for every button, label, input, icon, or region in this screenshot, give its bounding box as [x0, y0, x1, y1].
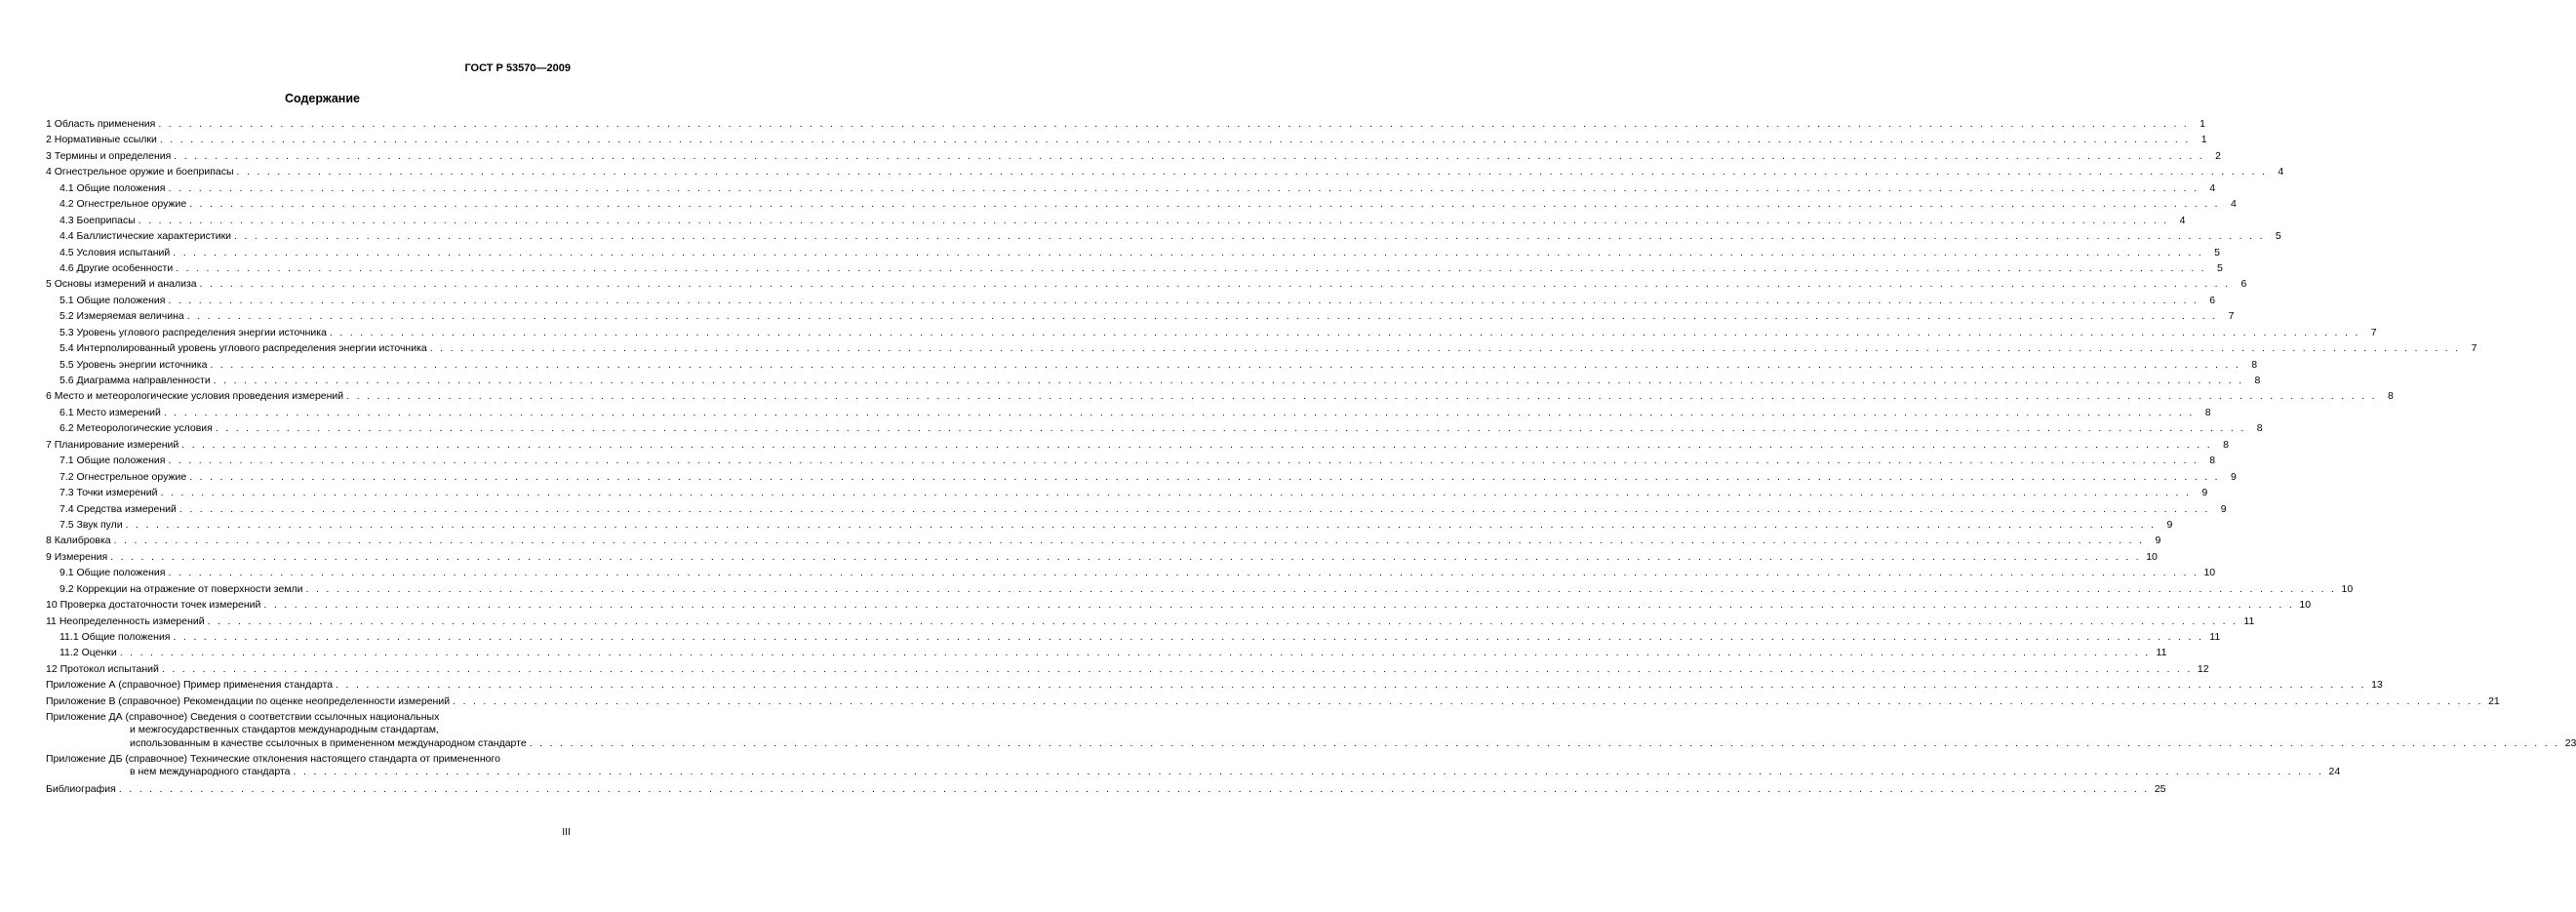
toc-entry-page: 1 — [2200, 134, 2207, 146]
toc-entry-page: 8 — [2223, 438, 2229, 451]
toc-entry[interactable] — [46, 581, 2354, 597]
toc-leader-dots: . . . . . . . . . . . . . . . . . . . . . . . . . . . . . . . . . . . . . . . . . . . . . . . . . . . . . . . . . . . . . . . . . . . . . . . . . . . . . . . . . . . . . . . . . . . . . . . . . . . . . . . . . . . . . . . . . . . . . . . . . . . . . . . . . . . . . . . . . . . . . . . . . . . . . . . . . . . . . . . . . . . . . . . . . . . . . . . . . . . . . . . . . . . . . . . . . . . . . . . . — [181, 438, 2212, 451]
toc-entry-title: 6.1 Место измерений — [59, 406, 161, 418]
toc-entry[interactable] — [46, 325, 2377, 340]
toc-entry-title: 7.3 Точки измерений — [59, 487, 158, 499]
toc-leader-dots: . . . . . . . . . . . . . . . . . . . . . . . . . . . . . . . . . . . . . . . . . . . . . . . . . . . . . . . . . . . . . . . . . . . . . . . . . . . . . . . . . . . . . . . . . . . . . . . . . . . . . . . . . . . . . . . . . . . . . . . . . . . . . . . . . . . . . . . . . . . . . . . . . . . . . . . . . . . . . . . . . . . . . . . . . . . . . . . . . . . . . . . . . . . . . . . . . . . . . . . . — [163, 406, 2195, 418]
toc-entry[interactable] — [46, 533, 2161, 548]
toc-entry-page: 1 — [2200, 118, 2206, 130]
toc-entry[interactable] — [46, 245, 2220, 260]
toc-entry-page: 8 — [2254, 375, 2261, 386]
toc-entry-page: 11 — [2243, 615, 2255, 627]
toc-leader-dots: . . . . . . . . . . . . . . . . . . . . . . . . . . . . . . . . . . . . . . . . . . . . . . . . . . . . . . . . . . . . . . . . . . . . . . . . . . . . . . . . . . . . . . . . . . . . . . . . . . . . . . . . . . . . . . . . . . . . . . . . . . . . . . . . . . . . . . . . . . . . . . . . . . . . . . . . . . . . . . . . . . . . . . . . . . . . . . . . . . . . . . . . . . . . . . . . . . . . . . . . — [263, 599, 2295, 612]
toc-entry[interactable] — [46, 293, 2216, 308]
toc-leader-dots: . . . . . . . . . . . . . . . . . . . . . . . . . . . . . . . . . . . . . . . . . . . . . . . . . . . . . . . . . . . . . . . . . . . . . . . . . . . . . . . . . . . . . . . . . . . . . . . . . . . . . . . . . . . . . . . . . . . . . . . . . . . . . . . . . . . . . . . . . . . . . . . . . . . . . . . . . . . . . . . . . . . . . . . . . . . . . . . . . . . . . . . . . . . . . . . . . . . . . . . . — [158, 118, 2190, 130]
toc-entry[interactable] — [46, 196, 2237, 212]
toc-leader-dots: . . . . . . . . . . . . . . . . . . . . . . . . . . . . . . . . . . . . . . . . . . . . . . . . . . . . . . . . . . . . . . . . . . . . . . . . . . . . . . . . . . . . . . . . . . . . . . . . . . . . . . . . . . . . . . . . . . . . . . . . . . . . . . . . . . . . . . . . . . . . . . . . . . . . . . . . . . . . . . . . . . . . . . . . . . . . . . . . . . . . . . . . . . . . . . . . . . . . . . . . — [189, 470, 2220, 483]
toc-leader-dots: . . . . . . . . . . . . . . . . . . . . . . . . . . . . . . . . . . . . . . . . . . . . . . . . . . . . . . . . . . . . . . . . . . . . . . . . . . . . . . . . . . . . . . . . . . . . . . . . . . . . . . . . . . . . . . . . . . . . . . . . . . . . . . . . . . . . . . . . . . . . . . . . . . . . . . . . . . . . . . . . . . . . . . . . . . . . . . . . . . . . . . . . . . . . . . . . . . . . . . . . — [210, 358, 2241, 371]
toc-entry-title: 4.4 Баллистические характеристики — [59, 230, 232, 243]
toc-leader-dots: . . . . . . . . . . . . . . . . . . . . . . . . . . . . . . . . . . . . . . . . . . . . . . . . . . . . . . . . . . . . . . . . . . . . . . . . . . . . . . . . . . . . . . . . . . . . . . . . . . . . . . . . . . . . . . . . . . . . . . . . . . . . . . . . . . . . . . . . . . . . . . . . . . . . . . . . . . . . . . . . . . . . . . . . . . . . . . . . . . . . . . . . . . . . . . . . . . . . . . . . — [168, 181, 2200, 194]
toc-entry-title: 9 Измерения — [46, 550, 108, 563]
toc-entry-title: 5.6 Диаграмма направленности — [59, 375, 211, 386]
toc-entry-page: 6 — [2240, 278, 2247, 291]
toc-entry[interactable] — [46, 276, 2247, 292]
toc-leader-dots: . . . . . . . . . . . . . . . . . . . . . . . . . . . . . . . . . . . . . . . . . . . . . . . . . . . . . . . . . . . . . . . . . . . . . . . . . . . . . . . . . . . . . . . . . . . . . . . . . . . . . . . . . . . . . . . . . . . . . . . . . . . . . . . . . . . . . . . . . . . . . . . . . . . . . . . . . . . . . . . . . . . . . . . . . . . . . . . . . . . . . . . . . . . . . . . . . . . . . . . . — [168, 567, 2200, 579]
toc-entry[interactable] — [46, 180, 2216, 196]
toc-entry-page: 8 — [2256, 422, 2263, 435]
toc-entry-title: 4.5 Условия испытаний — [59, 246, 171, 258]
toc-entry-title: 7.5 Звук пули — [59, 518, 123, 531]
toc-entry-page: 12 — [2197, 662, 2209, 675]
toc-leader-dots: . . . . . . . . . . . . . . . . . . . . . . . . . . . . . . . . . . . . . . . . . . . . . . . . . . . . . . . . . . . . . . . . . . . . . . . . . . . . . . . . . . . . . . . . . . . . . . . . . . . . . . . . . . . . . . . . . . . . . . . . . . . . . . . . . . . . . . . . . . . . . . . . . . . . . . . . . . . . . . . . . . . . . . . . . . . . . . . . . . . . . . . . . . . . . . . . . . . . . . . . — [305, 582, 2337, 595]
toc-entry[interactable] — [46, 549, 2158, 565]
page-title: Содержание — [284, 92, 360, 105]
toc-leader-dots: . . . . . . . . . . . . . . . . . . . . . . . . . . . . . . . . . . . . . . . . . . . . . . . . . . . . . . . . . . . . . . . . . . . . . . . . . . . . . . . . . . . . . . . . . . . . . . . . . . . . . . . . . . . . . . . . . . . . . . . . . . . . . . . . . . . . . . . . . . . . . . . . . . . . . . . . . . . . . . . . . . . . . . . . . . . . . . . . . . . . . . . . . . . . . . . . . . . . . . . . — [529, 736, 2560, 749]
toc-entry[interactable] — [46, 501, 2227, 517]
toc-entry[interactable] — [46, 485, 2208, 500]
toc-entry[interactable] — [46, 420, 2263, 436]
toc-entry-title: 4.6 Другие особенности — [59, 261, 174, 274]
toc-entry-page: 10 — [2203, 567, 2216, 579]
toc-leader-dots: . . . . . . . . . . . . . . . . . . . . . . . . . . . . . . . . . . . . . . . . . . . . . . . . . . . . . . . . . . . . . . . . . . . . . . . . . . . . . . . . . . . . . . . . . . . . . . . . . . . . . . . . . . . . . . . . . . . . . . . . . . . . . . . . . . . . . . . . . . . . . . . . . . . . . . . . . . . . . . . . . . . . . . . . . . . . . . . . . . . . . . . . . . . . . . . . . . . . . . . . — [293, 766, 2324, 777]
toc-entry[interactable] — [46, 340, 2477, 356]
toc-entry-page: 7 — [2471, 342, 2477, 355]
toc-entry-page: 4 — [2179, 214, 2186, 226]
toc-entry[interactable] — [46, 781, 2166, 797]
toc-entry-title: 9.1 Общие положения — [59, 567, 166, 579]
toc-entry-title: 4.1 Общие положения — [59, 181, 166, 194]
toc-entry-title: 5.5 Уровень энергии источника — [59, 358, 208, 371]
toc-entry[interactable] — [46, 228, 2281, 244]
toc-entry-page: 8 — [2209, 455, 2216, 467]
toc-entry-annex[interactable] — [46, 752, 2341, 778]
toc-leader-dots: . . . . . . . . . . . . . . . . . . . . . . . . . . . . . . . . . . . . . . . . . . . . . . . . . . . . . . . . . . . . . . . . . . . . . . . . . . . . . . . . . . . . . . . . . . . . . . . . . . . . . . . . . . . . . . . . . . . . . . . . . . . . . . . . . . . . . . . . . . . . . . . . . . . . . . . . . . . . . . . . . . . . . . . . . . . . . . . . . . . . . . . . . . . . . . . . . . . . . . . . — [125, 518, 2157, 531]
toc-entry[interactable] — [46, 373, 2261, 388]
toc-entry[interactable] — [46, 565, 2216, 580]
toc-entry-title: 5.4 Интерполированный уровень углового распределения энергии источника — [59, 342, 427, 355]
toc-entry[interactable] — [46, 260, 2223, 276]
toc-entry-title: 5.3 Уровень углового распределения энергии источника — [59, 326, 327, 338]
toc-entry-title: 4.2 Огнестрельное оружие — [59, 198, 187, 211]
toc-leader-dots: . . . . . . . . . . . . . . . . . . . . . . . . . . . . . . . . . . . . . . . . . . . . . . . . . . . . . . . . . . . . . . . . . . . . . . . . . . . . . . . . . . . . . . . . . . . . . . . . . . . . . . . . . . . . . . . . . . . . . . . . . . . . . . . . . . . . . . . . . . . . . . . . . . . . . . . . . . . . . . . . . . . . . . . . . . . . . . . . . . . . . . . . . . . . . . . . . . . . . . . . — [215, 422, 2246, 435]
toc-entry[interactable] — [46, 132, 2207, 147]
toc-leader-dots: . . . . . . . . . . . . . . . . . . . . . . . . . . . . . . . . . . . . . . . . . . . . . . . . . . . . . . . . . . . . . . . . . . . . . . . . . . . . . . . . . . . . . . . . . . . . . . . . . . . . . . . . . . . . . . . . . . . . . . . . . . . . . . . . . . . . . . . . . . . . . . . . . . . . . . . . . . . . . . . . . . . . . . . . . . . . . . . . . . . . . . . . . . . . . . . . . . . . . . . . — [113, 535, 2145, 547]
toc-entry-page: 21 — [2488, 694, 2500, 707]
toc-entry-title: 5.2 Измеряемая величина — [59, 310, 184, 323]
toc-entry-title: 7 Планирование измерений — [46, 438, 179, 451]
toc-entry-title: 3 Термины и определения — [46, 149, 172, 162]
toc-entry-title: 5.1 Общие положения — [59, 294, 166, 306]
toc-entry-title: 6 Место и метеорологические условия проведения измерений — [46, 390, 344, 403]
toc-entry-page: 23 — [2564, 736, 2576, 749]
toc-entry[interactable] — [46, 677, 2383, 693]
toc-entry-page: 6 — [2209, 294, 2216, 306]
toc-entry-page: 5 — [2214, 246, 2220, 258]
toc-entry-page: 10 — [2299, 599, 2312, 612]
toc-entry-title: 11.2 Оценки — [59, 647, 117, 659]
toc-leader-dots: . . . . . . . . . . . . . . . . . . . . . . . . . . . . . . . . . . . . . . . . . . . . . . . . . . . . . . . . . . . . . . . . . . . . . . . . . . . . . . . . . . . . . . . . . . . . . . . . . . . . . . . . . . . . . . . . . . . . . . . . . . . . . . . . . . . . . . . . . . . . . . . . . . . . . . . . . . . . . . . . . . . . . . . . . . . . . . . . . . . . . . . . . . . . . . . . . . . . . . . . — [189, 198, 2220, 211]
toc-leader-dots: . . . . . . . . . . . . . . . . . . . . . . . . . . . . . . . . . . . . . . . . . . . . . . . . . . . . . . . . . . . . . . . . . . . . . . . . . . . . . . . . . . . . . . . . . . . . . . . . . . . . . . . . . . . . . . . . . . . . . . . . . . . . . . . . . . . . . . . . . . . . . . . . . . . . . . . . . . . . . . . . . . . . . . . . . . . . . . . . . . . . . . . . . . . . . . . . . . . . . . . . — [329, 326, 2360, 338]
toc-leader-dots: . . . . . . . . . . . . . . . . . . . . . . . . . . . . . . . . . . . . . . . . . . . . . . . . . . . . . . . . . . . . . . . . . . . . . . . . . . . . . . . . . . . . . . . . . . . . . . . . . . . . . . . . . . . . . . . . . . . . . . . . . . . . . . . . . . . . . . . . . . . . . . . . . . . . . . . . . . . . . . . . . . . . . . . . . . . . . . . . . . . . . . . . . . . . . . . . . . . . . . . . — [336, 679, 2366, 692]
toc-entry[interactable] — [46, 388, 2394, 404]
toc-entry[interactable] — [46, 517, 2173, 533]
toc-entry-page: 4 — [2231, 198, 2237, 211]
toc-entry-title: 1 Область применения — [46, 118, 156, 130]
toc-entry[interactable] — [46, 164, 2284, 179]
toc-entry-title: 9.2 Коррекции на отражение от поверхности земли — [59, 582, 303, 595]
page-number: III — [562, 826, 571, 838]
toc-entry-title: 11.1 Общие положения — [59, 631, 171, 643]
toc-entry-page: 10 — [2146, 550, 2158, 563]
toc-entry-title: 6.2 Метеорологические условия — [59, 422, 213, 435]
toc-leader-dots: . . . . . . . . . . . . . . . . . . . . . . . . . . . . . . . . . . . . . . . . . . . . . . . . . . . . . . . . . . . . . . . . . . . . . . . . . . . . . . . . . . . . . . . . . . . . . . . . . . . . . . . . . . . . . . . . . . . . . . . . . . . . . . . . . . . . . . . . . . . . . . . . . . . . . . . . . . . . . . . . . . . . . . . . . . . . . . . . . . . . . . . . . . . . . . . . . . . . . . . . — [110, 550, 2141, 563]
toc-entry-page: 2 — [2215, 149, 2221, 162]
toc-entry-page: 8 — [2251, 358, 2258, 371]
toc-leader-dots: . . . . . . . . . . . . . . . . . . . . . . . . . . . . . . . . . . . . . . . . . . . . . . . . . . . . . . . . . . . . . . . . . . . . . . . . . . . . . . . . . . . . . . . . . . . . . . . . . . . . . . . . . . . . . . . . . . . . . . . . . . . . . . . . . . . . . . . . . . . . . . . . . . . . . . . . . . . . . . . . . . . . . . . . . . . . . . . . . . . . . . . . . . . . . . . . . . . . . . . . — [207, 615, 2239, 627]
toc-entry[interactable] — [46, 694, 2500, 709]
toc-entry-title-continued: использованным в качестве ссылочных в примененном международном стандарте — [130, 736, 527, 749]
toc-entry-page: 9 — [2201, 487, 2208, 499]
toc-entry[interactable] — [46, 645, 2167, 660]
toc-entry-title: 12 Протокол испытаний — [46, 662, 159, 675]
toc-entry-page: 9 — [2231, 470, 2237, 483]
toc-entry-title: Приложение ДБ (справочное) Технические отклонения настоящего стандарта от примененного — [46, 752, 500, 765]
toc-entry[interactable] — [46, 614, 2255, 629]
toc-entry-page: 9 — [2166, 518, 2173, 531]
toc-entry-page: 5 — [2275, 230, 2281, 243]
toc-entry-title: 4.3 Боеприпасы — [59, 214, 136, 226]
toc-leader-dots: . . . . . . . . . . . . . . . . . . . . . . . . . . . . . . . . . . . . . . . . . . . . . . . . . . . . . . . . . . . . . . . . . . . . . . . . . . . . . . . . . . . . . . . . . . . . . . . . . . . . . . . . . . . . . . . . . . . . . . . . . . . . . . . . . . . . . . . . . . . . . . . . . . . . . . . . . . . . . . . . . . . . . . . . . . . . . . . . . . . . . . . . . . . . . . . . . . . . . . . . — [118, 783, 2150, 796]
toc-entry-title: 2 Нормативные ссылки — [46, 134, 157, 146]
toc-entry[interactable] — [46, 661, 2209, 677]
toc-entry-title: 10 Проверка достаточности точек измерений — [46, 599, 261, 612]
toc-entry[interactable] — [46, 469, 2237, 485]
toc-entry-page: 13 — [2371, 679, 2383, 692]
toc-entry-page: 7 — [2228, 310, 2235, 323]
toc-entry[interactable] — [46, 357, 2258, 373]
toc-leader-dots: . . . . . . . . . . . . . . . . . . . . . . . . . . . . . . . . . . . . . . . . . . . . . . . . . . . . . . . . . . . . . . . . . . . . . . . . . . . . . . . . . . . . . . . . . . . . . . . . . . . . . . . . . . . . . . . . . . . . . . . . . . . . . . . . . . . . . . . . . . . . . . . . . . . . . . . . . . . . . . . . . . . . . . . . . . . . . . . . . . . . . . . . . . . . . . . . . . . . . . . . — [176, 261, 2206, 274]
toc-leader-dots: . . . . . . . . . . . . . . . . . . . . . . . . . . . . . . . . . . . . . . . . . . . . . . . . . . . . . . . . . . . . . . . . . . . . . . . . . . . . . . . . . . . . . . . . . . . . . . . . . . . . . . . . . . . . . . . . . . . . . . . . . . . . . . . . . . . . . . . . . . . . . . . . . . . . . . . . . . . . . . . . . . . . . . . . . . . . . . . . . . . . . . . . . . . . . . . . . . . . . . . . — [161, 662, 2193, 675]
toc-entry-title: 4 Огнестрельное оружие и боеприпасы — [46, 166, 234, 178]
toc-leader-dots: . . . . . . . . . . . . . . . . . . . . . . . . . . . . . . . . . . . . . . . . . . . . . . . . . . . . . . . . . . . . . . . . . . . . . . . . . . . . . . . . . . . . . . . . . . . . . . . . . . . . . . . . . . . . . . . . . . . . . . . . . . . . . . . . . . . . . . . . . . . . . . . . . . . . . . . . . . . . . . . . . . . . . . . . . . . . . . . . . . . . . . . . . . . . . . . . . . . . . . . . — [168, 455, 2200, 467]
toc-leader-dots: . . . . . . . . . . . . . . . . . . . . . . . . . . . . . . . . . . . . . . . . . . . . . . . . . . . . . . . . . . . . . . . . . . . . . . . . . . . . . . . . . . . . . . . . . . . . . . . . . . . . . . . . . . . . . . . . . . . . . . . . . . . . . . . . . . . . . . . . . . . . . . . . . . . . . . . . . . . . . . . . . . . . . . . . . . . . . . . . . . . . . . . . . . . . . . . . . . . . . . . . — [119, 647, 2151, 659]
toc-entry-title: 7.4 Средства измерений — [59, 502, 177, 515]
toc-leader-dots: . . . . . . . . . . . . . . . . . . . . . . . . . . . . . . . . . . . . . . . . . . . . . . . . . . . . . . . . . . . . . . . . . . . . . . . . . . . . . . . . . . . . . . . . . . . . . . . . . . . . . . . . . . . . . . . . . . . . . . . . . . . . . . . . . . . . . . . . . . . . . . . . . . . . . . . . . . . . . . . . . . . . . . . . . . . . . . . . . . . . . . . . . . . . . . . . . . . . . . . . — [453, 694, 2483, 707]
toc-entry-title: Приложение ДА (справочное) Сведения о соответствии ссылочных национальных — [46, 711, 440, 724]
toc-leader-dots: . . . . . . . . . . . . . . . . . . . . . . . . . . . . . . . . . . . . . . . . . . . . . . . . . . . . . . . . . . . . . . . . . . . . . . . . . . . . . . . . . . . . . . . . . . . . . . . . . . . . . . . . . . . . . . . . . . . . . . . . . . . . . . . . . . . . . . . . . . . . . . . . . . . . . . . . . . . . . . . . . . . . . . . . . . . . . . . . . . . . . . . . . . . . . . . . . . . . . . . . — [429, 342, 2461, 355]
toc-leader-dots: . . . . . . . . . . . . . . . . . . . . . . . . . . . . . . . . . . . . . . . . . . . . . . . . . . . . . . . . . . . . . . . . . . . . . . . . . . . . . . . . . . . . . . . . . . . . . . . . . . . . . . . . . . . . . . . . . . . . . . . . . . . . . . . . . . . . . . . . . . . . . . . . . . . . . . . . . . . . . . . . . . . . . . . . . . . . . . . . . . . . . . . . . . . . . . . . . . . . . . . . — [234, 230, 2265, 243]
toc-entry[interactable] — [46, 116, 2206, 132]
toc-entry-title: 8 Калибровка — [46, 535, 111, 547]
toc-entry[interactable] — [46, 453, 2216, 468]
toc-entry-page: 8 — [2204, 406, 2211, 418]
toc-entry[interactable] — [46, 213, 2186, 228]
toc-entry-title: 11 Неопределенность измерений — [46, 615, 205, 627]
toc-leader-dots: . . . . . . . . . . . . . . . . . . . . . . . . . . . . . . . . . . . . . . . . . . . . . . . . . . . . . . . . . . . . . . . . . . . . . . . . . . . . . . . . . . . . . . . . . . . . . . . . . . . . . . . . . . . . . . . . . . . . . . . . . . . . . . . . . . . . . . . . . . . . . . . . . . . . . . . . . . . . . . . . . . . . . . . . . . . . . . . . . . . . . . . . . . . . . . . . . . . . . . . . — [173, 631, 2204, 643]
toc-entry-page: 4 — [2278, 166, 2284, 178]
toc-entry-page: 7 — [2370, 326, 2377, 338]
toc-leader-dots: . . . . . . . . . . . . . . . . . . . . . . . . . . . . . . . . . . . . . . . . . . . . . . . . . . . . . . . . . . . . . . . . . . . . . . . . . . . . . . . . . . . . . . . . . . . . . . . . . . . . . . . . . . . . . . . . . . . . . . . . . . . . . . . . . . . . . . . . . . . . . . . . . . . . . . . . . . . . . . . . . . . . . . . . . . . . . . . . . . . . . . . . . . . . . . . . . . . . . . . . — [186, 310, 2218, 323]
toc-entry-page: 4 — [2209, 181, 2216, 194]
toc-entry-page: 10 — [2341, 582, 2354, 595]
toc-leader-dots: . . . . . . . . . . . . . . . . . . . . . . . . . . . . . . . . . . . . . . . . . . . . . . . . . . . . . . . . . . . . . . . . . . . . . . . . . . . . . . . . . . . . . . . . . . . . . . . . . . . . . . . . . . . . . . . . . . . . . . . . . . . . . . . . . . . . . . . . . . . . . . . . . . . . . . . . . . . . . . . . . . . . . . . . . . . . . . . . . . . . . . . . . . . . . . . . . . . . . . . . — [168, 294, 2200, 306]
toc-entry-page: 9 — [2155, 535, 2161, 547]
toc-entry-page: 25 — [2154, 783, 2166, 796]
table-of-contents — [46, 116, 2576, 798]
toc-entry[interactable] — [46, 308, 2235, 324]
toc-entry-page: 8 — [2388, 390, 2394, 403]
toc-leader-dots: . . . . . . . . . . . . . . . . . . . . . . . . . . . . . . . . . . . . . . . . . . . . . . . . . . . . . . . . . . . . . . . . . . . . . . . . . . . . . . . . . . . . . . . . . . . . . . . . . . . . . . . . . . . . . . . . . . . . . . . . . . . . . . . . . . . . . . . . . . . . . . . . . . . . . . . . . . . . . . . . . . . . . . . . . . . . . . . . . . . . . . . . . . . . . . . . . . . . . . . . — [178, 502, 2210, 515]
toc-entry-page: 24 — [2328, 766, 2341, 777]
toc-entry-title: 5 Основы измерений и анализа — [46, 278, 197, 291]
toc-leader-dots: . . . . . . . . . . . . . . . . . . . . . . . . . . . . . . . . . . . . . . . . . . . . . . . . . . . . . . . . . . . . . . . . . . . . . . . . . . . . . . . . . . . . . . . . . . . . . . . . . . . . . . . . . . . . . . . . . . . . . . . . . . . . . . . . . . . . . . . . . . . . . . . . . . . . . . . . . . . . . . . . . . . . . . . . . . . . . . . . . . . . . . . . . . . . . . . . . . . . . . . . — [173, 246, 2203, 258]
document-number: ГОСТ Р 53570—2009 — [464, 62, 571, 74]
toc-entry[interactable] — [46, 629, 2221, 645]
toc-entry-page: 5 — [2217, 261, 2223, 274]
toc-entry-title: 7.2 Огнестрельное оружие — [59, 470, 187, 483]
toc-leader-dots: . . . . . . . . . . . . . . . . . . . . . . . . . . . . . . . . . . . . . . . . . . . . . . . . . . . . . . . . . . . . . . . . . . . . . . . . . . . . . . . . . . . . . . . . . . . . . . . . . . . . . . . . . . . . . . . . . . . . . . . . . . . . . . . . . . . . . . . . . . . . . . . . . . . . . . . . . . . . . . . . . . . . . . . . . . . . . . . . . . . . . . . . . . . . . . . . . . . . . . . . — [346, 390, 2377, 403]
toc-leader-dots: . . . . . . . . . . . . . . . . . . . . . . . . . . . . . . . . . . . . . . . . . . . . . . . . . . . . . . . . . . . . . . . . . . . . . . . . . . . . . . . . . . . . . . . . . . . . . . . . . . . . . . . . . . . . . . . . . . . . . . . . . . . . . . . . . . . . . . . . . . . . . . . . . . . . . . . . . . . . . . . . . . . . . . . . . . . . . . . . . . . . . . . . . . . . . . . . . . . . . . . . — [213, 375, 2244, 386]
toc-entry-title: 7.1 Общие положения — [59, 455, 166, 467]
toc-leader-dots: . . . . . . . . . . . . . . . . . . . . . . . . . . . . . . . . . . . . . . . . . . . . . . . . . . . . . . . . . . . . . . . . . . . . . . . . . . . . . . . . . . . . . . . . . . . . . . . . . . . . . . . . . . . . . . . . . . . . . . . . . . . . . . . . . . . . . . . . . . . . . . . . . . . . . . . . . . . . . . . . . . . . . . . . . . . . . . . . . . . . . . . . . . . . . . . . . . . . . . . . — [159, 134, 2191, 146]
toc-leader-dots: . . . . . . . . . . . . . . . . . . . . . . . . . . . . . . . . . . . . . . . . . . . . . . . . . . . . . . . . . . . . . . . . . . . . . . . . . . . . . . . . . . . . . . . . . . . . . . . . . . . . . . . . . . . . . . . . . . . . . . . . . . . . . . . . . . . . . . . . . . . . . . . . . . . . . . . . . . . . . . . . . . . . . . . . . . . . . . . . . . . . . . . . . . . . . . . . . . . . . . . . — [138, 214, 2169, 226]
toc-entry-annex[interactable] — [46, 711, 2576, 750]
toc-entry-title-continued: в нем международного стандарта — [130, 766, 291, 777]
toc-leader-dots: . . . . . . . . . . . . . . . . . . . . . . . . . . . . . . . . . . . . . . . . . . . . . . . . . . . . . . . . . . . . . . . . . . . . . . . . . . . . . . . . . . . . . . . . . . . . . . . . . . . . . . . . . . . . . . . . . . . . . . . . . . . . . . . . . . . . . . . . . . . . . . . . . . . . . . . . . . . . . . . . . . . . . . . . . . . . . . . . . . . . . . . . . . . . . . . . . . . . . . . . — [174, 149, 2204, 162]
toc-entry-page: 11 — [2156, 647, 2167, 659]
toc-entry-page: 9 — [2220, 502, 2227, 515]
toc-entry-page: 11 — [2209, 631, 2221, 643]
toc-entry[interactable] — [46, 597, 2312, 613]
toc-entry-title: Приложение А (справочное) Пример применения стандарта — [46, 679, 334, 692]
toc-entry[interactable] — [46, 405, 2211, 420]
toc-entry[interactable] — [46, 148, 2221, 164]
toc-leader-dots: . . . . . . . . . . . . . . . . . . . . . . . . . . . . . . . . . . . . . . . . . . . . . . . . . . . . . . . . . . . . . . . . . . . . . . . . . . . . . . . . . . . . . . . . . . . . . . . . . . . . . . . . . . . . . . . . . . . . . . . . . . . . . . . . . . . . . . . . . . . . . . . . . . . . . . . . . . . . . . . . . . . . . . . . . . . . . . . . . . . . . . . . . . . . . . . . . . . . . . . . — [236, 166, 2268, 178]
toc-entry-title: Приложение В (справочное) Рекомендации по оценке неопределенности измерений — [46, 694, 451, 707]
toc-entry-title-continued: и межгосударственных стандартов международным стандартам, — [130, 724, 439, 736]
toc-entry[interactable] — [46, 437, 2229, 453]
toc-entry-title: Библиография — [46, 783, 116, 796]
toc-leader-dots: . . . . . . . . . . . . . . . . . . . . . . . . . . . . . . . . . . . . . . . . . . . . . . . . . . . . . . . . . . . . . . . . . . . . . . . . . . . . . . . . . . . . . . . . . . . . . . . . . . . . . . . . . . . . . . . . . . . . . . . . . . . . . . . . . . . . . . . . . . . . . . . . . . . . . . . . . . . . . . . . . . . . . . . . . . . . . . . . . . . . . . . . . . . . . . . . . . . . . . . . — [160, 487, 2192, 499]
toc-leader-dots: . . . . . . . . . . . . . . . . . . . . . . . . . . . . . . . . . . . . . . . . . . . . . . . . . . . . . . . . . . . . . . . . . . . . . . . . . . . . . . . . . . . . . . . . . . . . . . . . . . . . . . . . . . . . . . . . . . . . . . . . . . . . . . . . . . . . . . . . . . . . . . . . . . . . . . . . . . . . . . . . . . . . . . . . . . . . . . . . . . . . . . . . . . . . . . . . . . . . . . . . — [199, 278, 2231, 291]
